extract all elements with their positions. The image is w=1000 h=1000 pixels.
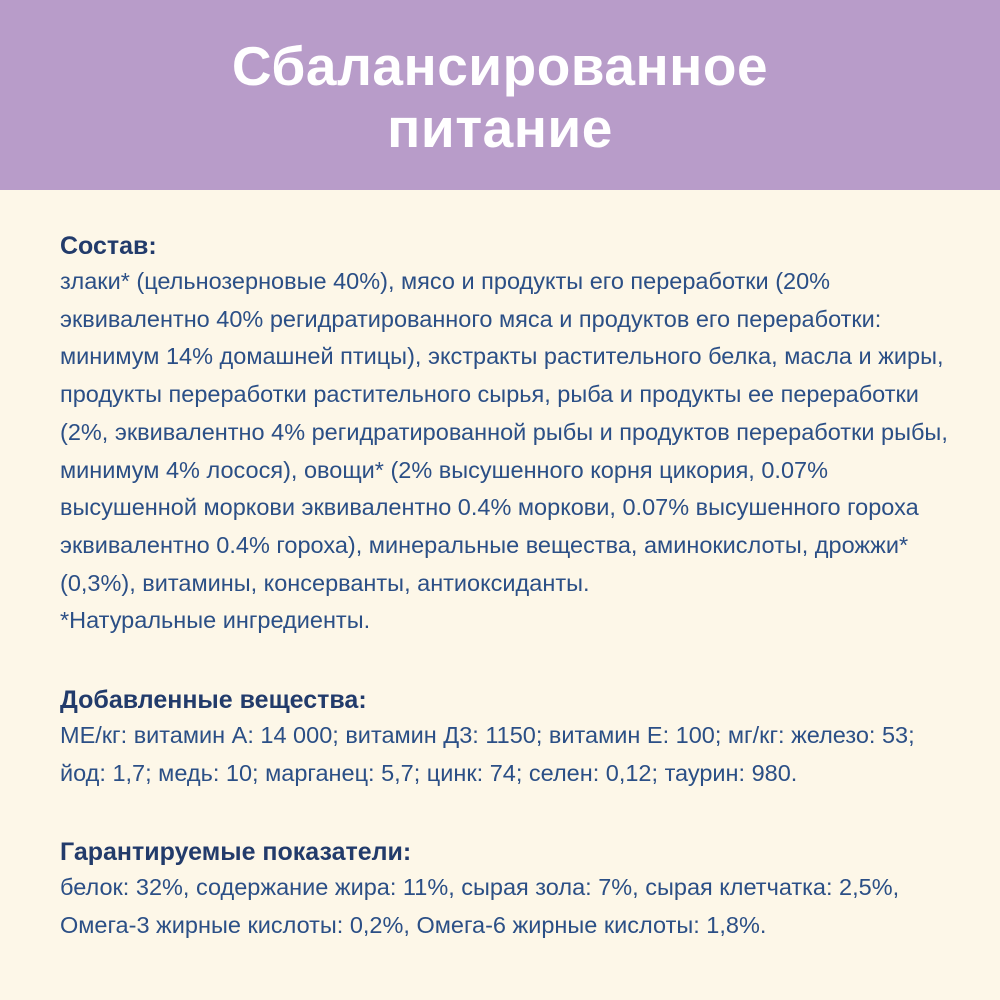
guaranteed-text: белок: 32%, содержание жира: 11%, сырая зола: 7%, сырая клетчатка: 2,5%, Омега-3 жирные кислоты: 0,2%, Омега-6 жирные кислоты: 1,8%. [60,874,900,939]
additives-section [60,683,960,792]
ingredients-footnote: *Натуральные ингредиенты. [60,607,371,634]
additives-heading: Добавленные вещества: [60,686,367,715]
header-banner [0,0,1000,190]
guaranteed-section [60,835,960,944]
additives-text: МЕ/кг: витамин А: 14 000; витамин Д3: 1150; витамин Е: 100; мг/кг: железо: 53; йод: 1,7; медь: 10; марганец: 5,7; цинк: 74; селен: 0,12; таурин: 980. [60,722,915,786]
ingredients-text: злаки* (цельнозерновые 40%), мясо и продукты его переработки (20% эквивалентно 40% регидратированного мяса и продуктов его переработки: минимум 14% домашней птицы), экстракты растительного белка, масла и жиры, продукты переработки растительного сырья, рыба и продукты ее переработки (2%, эквивалентно 4% регидратированной рыбы и продуктов переработки рыбы, минимум 4% лосося), овощи* (2% высушенного корня цикория, 0.07% высушенной моркови эквивалентно 0.4% моркови, 0.07% высушенного гороха эквивалентно 0.4% гороха), минеральные вещества, аминокислоты, дрожжи* (0,3%), витамины, консерванты, антиоксиданты. [60,268,948,596]
ingredients-section [60,229,960,640]
guaranteed-heading: Гарантируемые показатели: [60,838,412,867]
ingredients-heading: Состав: [60,232,157,260]
content-area [60,229,960,945]
page-title: Сбалансированное питание [231,35,769,159]
